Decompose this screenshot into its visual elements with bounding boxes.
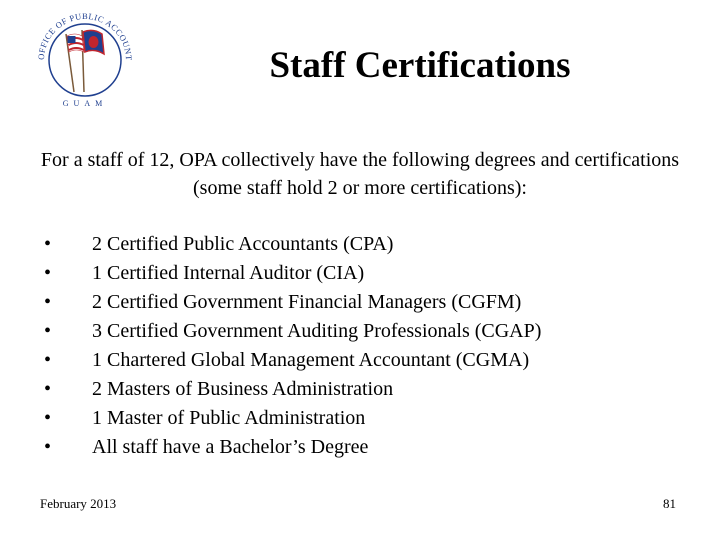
- list-item-text: All staff have a Bachelor’s Degree: [92, 436, 369, 458]
- bullet: •: [44, 262, 52, 284]
- list-item: [44, 259, 541, 288]
- list-item-text: 1 Certified Internal Auditor (CIA): [92, 262, 365, 284]
- certification-list: [44, 230, 541, 462]
- list-item: [44, 346, 541, 375]
- list-item: [44, 317, 541, 346]
- list-item: [44, 404, 541, 433]
- svg-text:OFFICE OF PUBLIC ACCOUNTABILIT: OFFICE OF PUBLIC ACCOUNT: [35, 10, 135, 61]
- bullet: •: [44, 378, 52, 400]
- bullet: •: [44, 320, 52, 342]
- bullet: •: [44, 349, 52, 371]
- opa-guam-seal-logo: [30, 8, 140, 108]
- list-item: [44, 288, 541, 317]
- svg-text:GUAM: GUAM: [62, 99, 108, 108]
- list-item-text: 1 Chartered Global Management Accountant (CGMA): [92, 349, 530, 371]
- list-item-text: 2 Certified Public Accountants (CPA): [92, 233, 394, 255]
- page-number: 81: [663, 496, 676, 511]
- bullet: •: [44, 233, 52, 255]
- bullet: •: [44, 407, 52, 429]
- list-item: [44, 375, 541, 404]
- bullet: •: [44, 291, 52, 313]
- list-item: [44, 230, 541, 259]
- slide-title: Staff Certifications: [269, 45, 571, 86]
- list-item-text: 3 Certified Government Auditing Professionals (CGAP): [92, 320, 542, 342]
- footer-date: February 2013: [40, 496, 117, 511]
- list-item: [44, 433, 541, 462]
- list-item-text: 2 Masters of Business Administration: [92, 378, 394, 400]
- bullet: •: [44, 436, 52, 458]
- list-item-text: 2 Certified Government Financial Managers (CGFM): [92, 291, 522, 313]
- intro-paragraph: For a staff of 12, OPA collectively have the following degrees and certifications (some staff hold 2 or more certifications):: [40, 149, 680, 199]
- list-item-text: 1 Master of Public Administration: [92, 407, 366, 429]
